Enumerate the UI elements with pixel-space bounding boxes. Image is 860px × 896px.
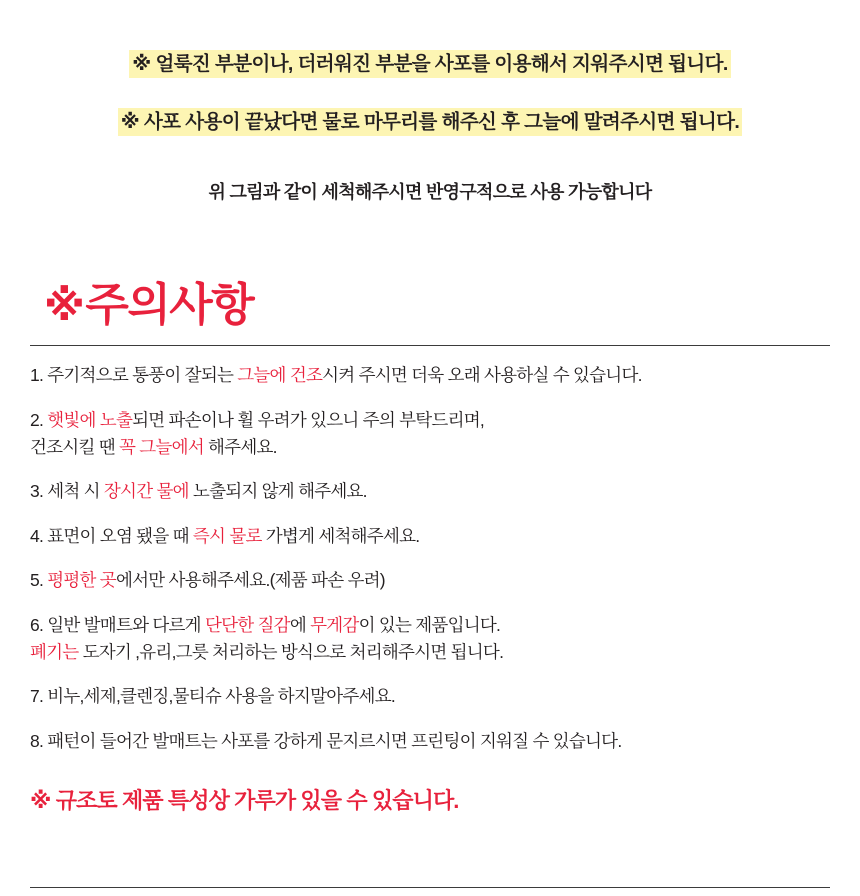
highlighted-notice-block [0,0,860,138]
caution-text: 건조시킬 땐 [30,436,119,457]
caution-emphasis: 햇빛에 노출 [47,409,133,430]
notice-line-1-text: ※ 얼룩진 부분이나, 더러워진 부분을 사포를 이용해서 지워주시면 됩니다. [132,53,728,75]
caution-text: 해주세요. [203,436,277,457]
caution-item [30,362,830,389]
caution-text: 에 [289,614,311,635]
caution-text: 노출되지 않게 해주세요. [188,481,367,502]
footer-divider [30,887,830,888]
caution-list [30,362,830,754]
caution-emphasis: 무게감 [310,614,359,635]
caution-item [30,523,830,550]
caution-text: 7. 비누,세제,클렌징,물티슈 사용을 하지말아주세요. [30,686,395,707]
caution-emphasis: 즉시 물로 [192,525,262,546]
caution-text: 되면 파손이나 휠 우려가 있으니 주의 부탁드리며, [132,409,484,430]
caution-item [30,407,830,460]
caution-text: 2. [30,409,48,430]
caution-item [30,612,830,665]
caution-item [30,478,830,505]
notice-line-1 [0,48,860,80]
caution-text: 도자기 ,유리,그릇 처리하는 방식으로 처리해주시면 됩니다. [78,641,504,662]
asterisk-icon: ※ [44,282,84,330]
caution-text: 에서만 사용해주세요.(제품 파손 우려) [115,570,385,591]
caution-text: 6. 일반 발매트와 다르게 [30,614,205,635]
caution-text: 이 있는 제품입니다. [358,614,501,635]
caution-text: 시켜 주시면 더욱 오래 사용하실 수 있습니다. [322,365,642,386]
notice-line-2-text: ※ 사포 사용이 끝났다면 물로 마무리를 해주신 후 그늘에 말려주시면 됩니다. [120,111,740,134]
caution-text: 4. 표면이 오염 됐을 때 [30,525,193,546]
caution-emphasis: 단단한 질감 [204,614,290,635]
caution-item [30,567,830,594]
caution-emphasis: 꼭 그늘에서 [119,436,204,457]
caution-emphasis: 폐기는 [30,641,79,662]
caution-text: 8. 패턴이 들어간 발매트는 사포를 강하게 문지르시면 프린팅이 지워질 수 있습니다. [30,730,622,751]
caution-text: 5. [30,570,48,591]
notice-line-2 [0,106,860,138]
section-heading [44,279,860,331]
sub-caption: 위 그림과 같이 세척해주시면 반영구적으로 사용 가능합니다 [208,182,652,203]
caution-text: 가볍게 세척해주세요. [261,525,420,546]
section-heading-title: 주의사항 [85,279,254,331]
caution-text: 3. 세척 시 [30,481,104,502]
caution-item [30,728,830,755]
caution-emphasis: 그늘에 건조 [237,365,323,386]
heading-divider [30,345,830,346]
caution-emphasis: 장시간 물에 [103,481,189,502]
footer-note: ※ 규조토 제품 특성상 가루가 있을 수 있습니다. [30,788,459,814]
caution-item [30,683,830,710]
caution-emphasis: 평평한 곳 [47,570,116,591]
caution-text: 1. 주기적으로 통풍이 잘되는 [30,365,238,386]
